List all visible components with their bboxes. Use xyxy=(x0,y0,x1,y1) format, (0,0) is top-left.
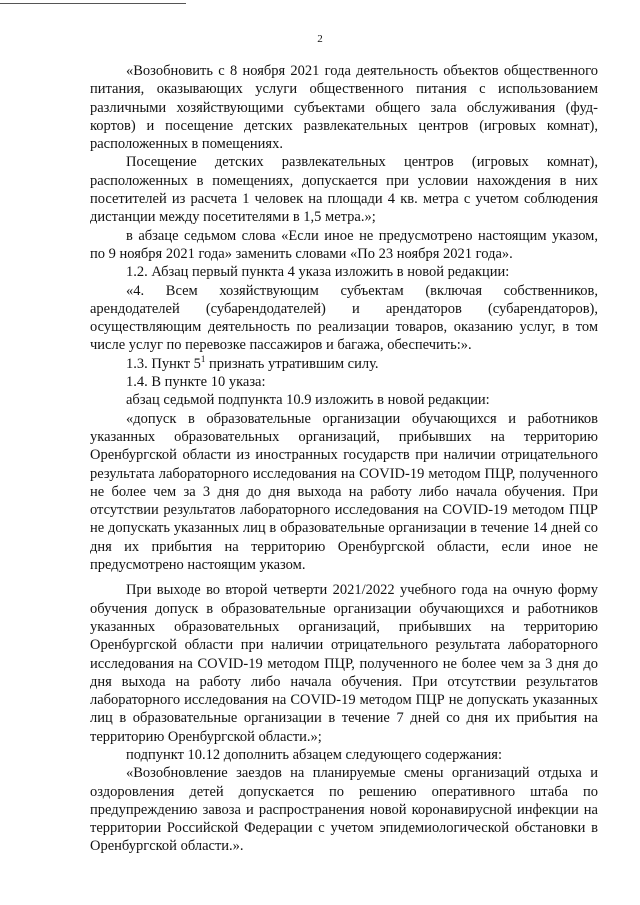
item-1-3-superscript: 1 xyxy=(200,353,206,364)
page-number: 2 xyxy=(317,33,323,45)
paragraph-item-1-2: 1.2. Абзац первый пункта 4 указа изложить в новой редакции: xyxy=(126,264,510,281)
paragraph-subitem-10-9: абзац седьмой подпункта 10.9 изложить в новой редакции: xyxy=(126,392,490,409)
header-rule xyxy=(0,3,186,4)
paragraph-point-4-text: «4. Всем хозяйствующим субъектам (включая собственников, арендодателей (субарендодателей) и арендаторов (субарендаторов), осуществляющим деятельность по реализации товаров, оказанию услуг, в том числе услуг по перевозке пассажиров и багажа, обеспечить:». xyxy=(90,282,598,354)
paragraph-admission-text: «допуск в образовательные организации обучающихся и работников указанных образовательных организаций, прибывших на территорию Оренбургской области из иностранных государств при наличии отрицательного результата лабораторного исследования на COVID-19 методом ПЦР, полученного не более чем за 3 дня до дня выхода на работу либо начала обучения. При отсутствии результатов лабораторного исследования на COVID-19 методом ПЦР не допускать указанных лиц в образовательные организации в течение 14 дней со дня их прибытия на территорию Оренбургской области, если иное не предусмотрено настоящим указом. xyxy=(90,410,598,574)
paragraph-second-quarter: При выходе во второй четверти 2021/2022 учебного года на очную форму обучения допуск в образовательные организации обучающихся и работников указанных образовательных организаций, прибывших на территорию Оренбургской области при наличии отрицательного результата лабораторного исследования на COVID-19 методом ПЦР, полученного не более чем за 3 дня до дня выхода на работу либо начала обучения. При отсутствии результатов лабораторного исследования на COVID-19 методом ПЦР не допускать указанных лиц в образовательные организации в течение 7 дней со дня их прибытия на территорию Оренбургской области.»; xyxy=(90,582,598,745)
paragraph-resume-catering: «Возобновить с 8 ноября 2021 года деятельность объектов общественного питания, оказывающих услуги общественного питания с использованием различными хозяйствующими субъектами общего зала обслуживания (фуд-кортов) и посещение детских развлекательных центров (игровых комнат), расположенных в помещениях. xyxy=(90,63,598,153)
paragraph-abzac-seventh: в абзаце седьмом слова «Если иное не предусмотрено настоящим указом, по 9 ноября 2021 года» заменить словами «По 23 ноября 2021 года». xyxy=(90,227,598,262)
document-body xyxy=(90,62,598,856)
paragraph-camps-resume: «Возобновление заездов на планируемые смены организаций отдыха и оздоровления детей допускается по решению оперативного штаба по предупреждению завоза и распространения новой коронавирусной инфекции на территории Российской Федерации с учетом эпидемиологической обстановки в Оренбургской области.». xyxy=(90,765,598,855)
item-1-3-prefix: 1.3. Пункт 5 xyxy=(126,355,201,372)
item-1-3-suffix: признать утратившим силу. xyxy=(205,355,379,372)
paragraph-item-1-4: 1.4. В пункте 10 указа: xyxy=(126,374,266,391)
paragraph-item-1-3 xyxy=(90,355,598,373)
paragraph-subitem-10-12: подпункт 10.12 дополнить абзацем следующего содержания: xyxy=(126,746,502,763)
paragraph-children-centers: Посещение детских развлекательных центров (игровых комнат), расположенных в помещениях, допускается при условии нахождения в них посетителей из расчета 1 человек на площади 4 кв. метра с учетом соблюдения дистанции между посетителями в 1,5 метра.»; xyxy=(90,154,598,226)
